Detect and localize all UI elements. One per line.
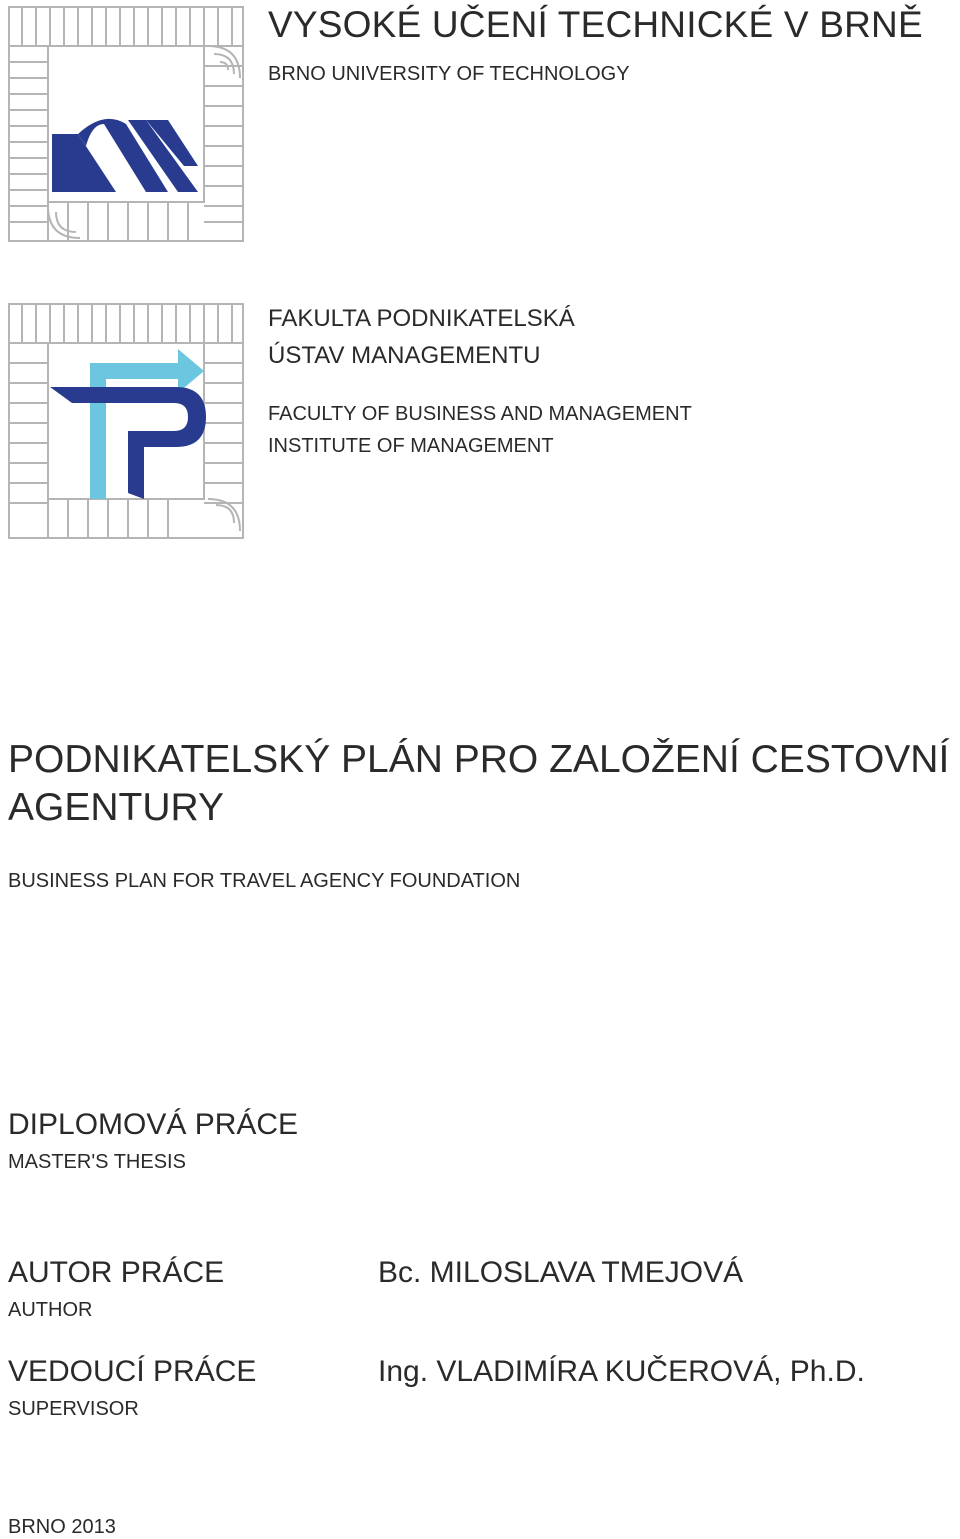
supervisor-name: Ing. VLADIMÍRA KUČEROVÁ, Ph.D. xyxy=(378,1355,865,1388)
author-name: Bc. MILOSLAVA TMEJOVÁ xyxy=(378,1256,744,1289)
university-name-cz: VYSOKÉ UČENÍ TECHNICKÉ V BRNĚ xyxy=(268,4,923,45)
supervisor-label-cz: VEDOUCÍ PRÁCE xyxy=(8,1355,257,1388)
thesis-type-en: MASTER'S THESIS xyxy=(8,1151,186,1173)
faculty-name-en: FACULTY OF BUSINESS AND MANAGEMENT xyxy=(268,403,692,425)
institute-name-cz: ÚSTAV MANAGEMENTU xyxy=(268,342,541,369)
vut-logo-icon xyxy=(8,6,244,242)
institute-name-en: INSTITUTE OF MANAGEMENT xyxy=(268,435,554,457)
author-label-cz: AUTOR PRÁCE xyxy=(8,1256,225,1289)
author-label-en: AUTHOR xyxy=(8,1299,93,1321)
fp-logo-icon xyxy=(8,303,244,539)
thesis-title-en: BUSINESS PLAN FOR TRAVEL AGENCY FOUNDATION xyxy=(8,870,521,892)
thesis-type-cz: DIPLOMOVÁ PRÁCE xyxy=(8,1108,299,1141)
university-name-en: BRNO UNIVERSITY OF TECHNOLOGY xyxy=(268,63,630,85)
supervisor-label-en: SUPERVISOR xyxy=(8,1398,139,1420)
faculty-name-cz: FAKULTA PODNIKATELSKÁ xyxy=(268,305,575,332)
place-year: BRNO 2013 xyxy=(8,1516,116,1538)
thesis-title-cz: PODNIKATELSKÝ PLÁN PRO ZALOŽENÍ CESTOVNÍ AGENTURY xyxy=(8,738,950,829)
